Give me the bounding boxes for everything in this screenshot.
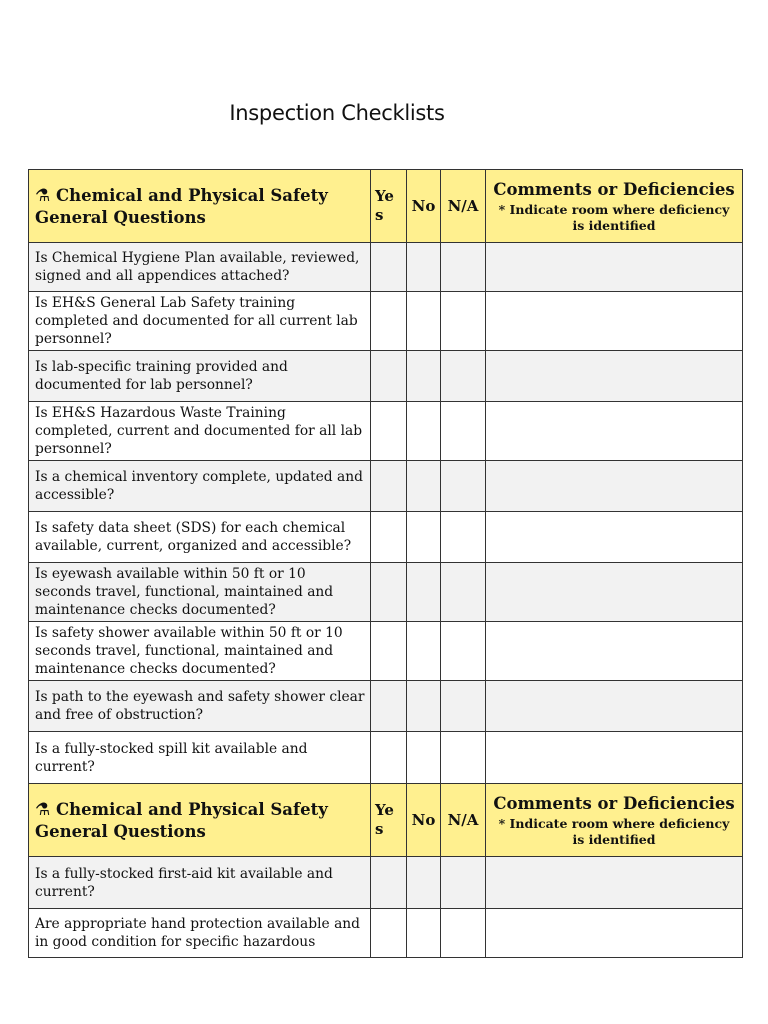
checklist-row bbox=[29, 351, 743, 402]
yes-cell[interactable] bbox=[371, 461, 407, 512]
question-text: Is safety shower available within 50 ft or 10 seconds travel, functional, maintained and maintenance checks documented? bbox=[29, 622, 371, 681]
question-text: Is EH&S General Lab Safety training completed and documented for all current lab personnel? bbox=[29, 292, 371, 351]
yes-cell[interactable] bbox=[371, 909, 407, 958]
page-title: Inspection Checklists bbox=[229, 101, 445, 125]
na-cell[interactable] bbox=[441, 681, 486, 732]
question-text: Is a fully-stocked spill kit available and current? bbox=[29, 732, 371, 784]
yes-cell[interactable] bbox=[371, 563, 407, 622]
no-cell[interactable] bbox=[407, 857, 441, 909]
question-header-title: Chemical and Physical Safety General Questions bbox=[35, 799, 328, 841]
na-cell[interactable] bbox=[441, 857, 486, 909]
checklist-row bbox=[29, 909, 743, 958]
no-cell[interactable] bbox=[407, 402, 441, 461]
comments-cell[interactable] bbox=[486, 909, 743, 958]
question-text: Is Chemical Hygiene Plan available, reviewed, signed and all appendices attached? bbox=[29, 243, 371, 292]
na-cell[interactable] bbox=[441, 622, 486, 681]
na-cell[interactable] bbox=[441, 563, 486, 622]
yes-cell[interactable] bbox=[371, 402, 407, 461]
no-cell[interactable] bbox=[407, 292, 441, 351]
na-cell[interactable] bbox=[441, 402, 486, 461]
question-text: Is eyewash available within 50 ft or 10 seconds travel, functional, maintained and maintenance checks documented? bbox=[29, 563, 371, 622]
yes-cell[interactable] bbox=[371, 681, 407, 732]
no-cell[interactable] bbox=[407, 909, 441, 958]
yes-cell[interactable] bbox=[371, 857, 407, 909]
checklist-row bbox=[29, 732, 743, 784]
question-text: Is EH&S Hazardous Waste Training completed, current and documented for all lab personnel? bbox=[29, 402, 371, 461]
comments-cell[interactable] bbox=[486, 461, 743, 512]
yes-cell[interactable] bbox=[371, 622, 407, 681]
comments-header-note: * Indicate room where deficiency is identified bbox=[498, 201, 730, 233]
comments-cell[interactable] bbox=[486, 622, 743, 681]
na-cell[interactable] bbox=[441, 461, 486, 512]
checklist-row bbox=[29, 512, 743, 563]
yes-cell[interactable] bbox=[371, 292, 407, 351]
na-header: N/A bbox=[441, 170, 486, 243]
checklist-row bbox=[29, 402, 743, 461]
comments-cell[interactable] bbox=[486, 681, 743, 732]
question-text: Is path to the eyewash and safety shower clear and free of obstruction? bbox=[29, 681, 371, 732]
checklist-row bbox=[29, 681, 743, 732]
comments-cell[interactable] bbox=[486, 512, 743, 563]
question-text: Is a chemical inventory complete, updated and accessible? bbox=[29, 461, 371, 512]
checklist-row bbox=[29, 461, 743, 512]
yes-cell[interactable] bbox=[371, 512, 407, 563]
comments-header-title: Comments or Deficiencies bbox=[493, 179, 735, 199]
comments-cell[interactable] bbox=[486, 243, 743, 292]
na-cell[interactable] bbox=[441, 351, 486, 402]
yes-cell[interactable] bbox=[371, 351, 407, 402]
flask-icon: ⚗ bbox=[35, 799, 51, 820]
na-cell[interactable] bbox=[441, 512, 486, 563]
comments-cell[interactable] bbox=[486, 351, 743, 402]
no-header: No bbox=[407, 170, 441, 243]
no-cell[interactable] bbox=[407, 563, 441, 622]
question-text: Is a fully-stocked first-aid kit available and current? bbox=[29, 857, 371, 909]
question-text: Are appropriate hand protection available and in good condition for specific hazardous bbox=[29, 909, 371, 958]
no-header: No bbox=[407, 784, 441, 857]
question-text: Is lab-specific training provided and documented for lab personnel? bbox=[29, 351, 371, 402]
no-cell[interactable] bbox=[407, 351, 441, 402]
yes-cell[interactable] bbox=[371, 732, 407, 784]
comments-header-note: * Indicate room where deficiency is identified bbox=[498, 815, 730, 847]
question-header-cell bbox=[29, 170, 371, 243]
comments-header-title: Comments or Deficiencies bbox=[493, 793, 735, 813]
checklist-header-row bbox=[29, 784, 743, 857]
yes-cell[interactable] bbox=[371, 243, 407, 292]
checklist-row bbox=[29, 857, 743, 909]
no-cell[interactable] bbox=[407, 243, 441, 292]
yes-header: Ye s bbox=[371, 170, 407, 243]
na-cell[interactable] bbox=[441, 732, 486, 784]
checklist-row bbox=[29, 563, 743, 622]
no-cell[interactable] bbox=[407, 622, 441, 681]
comments-header-cell bbox=[486, 784, 743, 857]
yes-header: Ye s bbox=[371, 784, 407, 857]
na-cell[interactable] bbox=[441, 909, 486, 958]
no-cell[interactable] bbox=[407, 461, 441, 512]
comments-cell[interactable] bbox=[486, 402, 743, 461]
na-header: N/A bbox=[441, 784, 486, 857]
flask-icon: ⚗ bbox=[35, 185, 51, 206]
checklist-row bbox=[29, 622, 743, 681]
question-text: Is safety data sheet (SDS) for each chemical available, current, organized and accessible? bbox=[29, 512, 371, 563]
inspection-checklist-table bbox=[28, 169, 743, 958]
comments-cell[interactable] bbox=[486, 563, 743, 622]
no-cell[interactable] bbox=[407, 512, 441, 563]
comments-header-cell bbox=[486, 170, 743, 243]
comments-cell[interactable] bbox=[486, 732, 743, 784]
no-cell[interactable] bbox=[407, 681, 441, 732]
comments-cell[interactable] bbox=[486, 857, 743, 909]
question-header-cell bbox=[29, 784, 371, 857]
na-cell[interactable] bbox=[441, 243, 486, 292]
na-cell[interactable] bbox=[441, 292, 486, 351]
checklist-row bbox=[29, 243, 743, 292]
question-header-title: Chemical and Physical Safety General Questions bbox=[35, 185, 328, 227]
comments-cell[interactable] bbox=[486, 292, 743, 351]
checklist-row bbox=[29, 292, 743, 351]
no-cell[interactable] bbox=[407, 732, 441, 784]
checklist-header-row bbox=[29, 170, 743, 243]
